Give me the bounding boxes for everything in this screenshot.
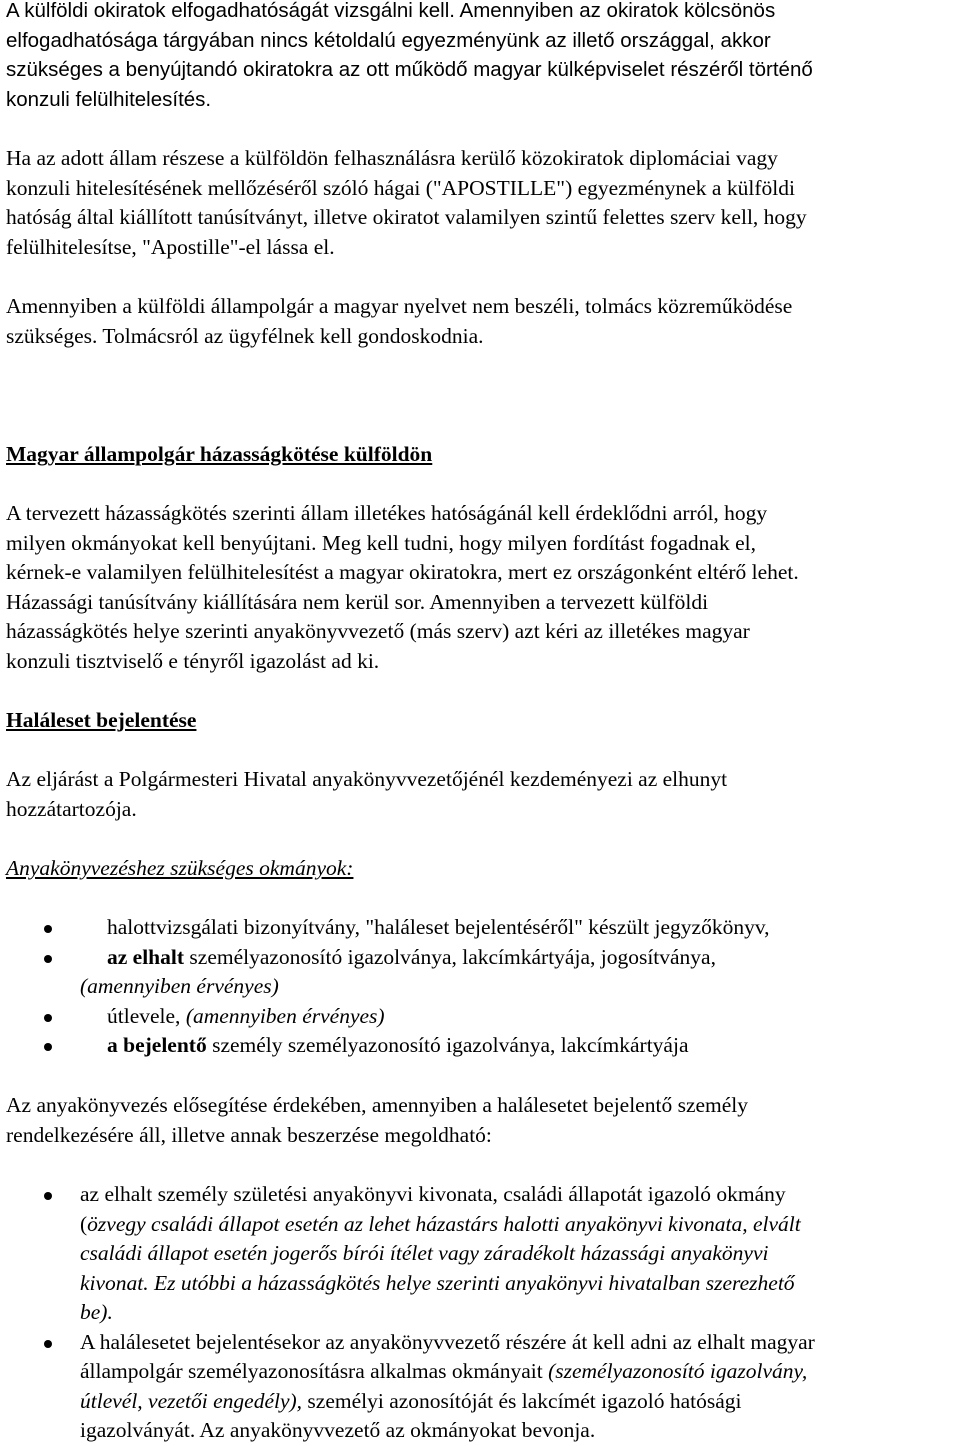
paren-text: ( xyxy=(80,1211,88,1236)
list-item xyxy=(6,1002,954,1032)
paragraph-interpreter xyxy=(6,292,954,351)
text-line: családi állapot esetén jogerős bírói ítélet vagy záradékolt házassági anyakönyvi xyxy=(80,1241,769,1265)
text-line: konzuli felülhitelesítés. xyxy=(6,87,212,111)
paragraph-marriage-abroad xyxy=(6,499,954,676)
text-line: hatóság által kiállított tanúsítványt, illetve okiratot valamilyen szintű felettes szerv kell, hogy xyxy=(6,205,807,229)
text-line: szükséges. Tolmácsról az ügyfélnek kell gondoskodnia. xyxy=(6,323,484,348)
italic-text: özvegy családi állapot esetén az lehet házastárs halotti anyakönyvi kivonata, elvált xyxy=(87,1211,801,1236)
heading-death-notification: Haláleset bejelentése xyxy=(6,708,197,732)
text-line: igazolványát. Az anyakönyvvezető az okmányokat bevonja. xyxy=(80,1418,596,1442)
heading-marriage-abroad: Magyar állampolgár házasságkötése külföldön xyxy=(6,442,433,466)
plain-text: állampolgár személyazonosításra alkalmas okmányait xyxy=(80,1359,549,1383)
bullet-icon xyxy=(44,1192,52,1200)
heading-required-documents: Anyakönyvezéshez szükséges okmányok: xyxy=(6,856,354,880)
text-line: Az eljárást a Polgármesteri Hivatal anyakönyvvezetőjénél kezdeményezi az elhunyt xyxy=(6,767,728,791)
text-line: hozzátartozója. xyxy=(6,796,137,821)
list-item-italic-text: (amennyiben érvényes) xyxy=(185,1003,385,1028)
text-line: konzuli tisztviselő e tényről igazolást ad ki. xyxy=(6,648,380,673)
text-line: A külföldi okiratok elfogadhatóságát vizsgálni kell. Amennyiben az okiratok kölcsönös xyxy=(6,0,776,22)
text-line: az elhalt személy születési anyakönyvi kivonata, családi állapotát igazoló okmány xyxy=(80,1182,786,1206)
bullet-icon xyxy=(44,1340,52,1348)
list-item xyxy=(6,943,954,973)
list-item xyxy=(6,1031,954,1061)
italic-text: útlevél, vezetői engedély), xyxy=(80,1388,303,1413)
supporting-documents-list xyxy=(6,1180,954,1446)
text-line: szükséges a benyújtandó okiratokra az ott működő magyar külképviselet részéről történő xyxy=(6,58,813,81)
list-item-italic-text: (amennyiben érvényes) xyxy=(80,974,279,998)
text-line: konzuli hitelesítésének mellőzéséről szóló hágai ("APOSTILLE") egyezménynek a külföldi xyxy=(6,175,795,200)
text-line: milyen okmányokat kell benyújtani. Meg kell tudni, hogy milyen fordítást fogadnak el, xyxy=(6,530,756,555)
list-item xyxy=(6,1180,954,1328)
required-documents-list xyxy=(6,913,954,1061)
list-item-continuation xyxy=(6,972,954,1002)
paragraph-foreign-documents xyxy=(6,0,954,114)
list-item-text: személy személyazonosító igazolványa, lakcímkártyája xyxy=(206,1033,689,1057)
text-line: kérnek-e valamilyen felülhitelesítést a magyar okiratokra, mert ez országonként eltérő lehet. xyxy=(6,560,799,584)
text-line: felülhitelesítse, "Apostille"-el lássa el. xyxy=(6,234,335,259)
text-line: rendelkezésére áll, illetve annak beszerzése megoldható: xyxy=(6,1122,492,1147)
text-line: Az anyakönyvezés elősegítése érdekében, amennyiben a halálesetet bejelentő személy xyxy=(6,1093,749,1117)
list-item-bold-text: a bejelentő xyxy=(107,1033,207,1057)
list-item xyxy=(6,1328,954,1446)
paragraph-death-procedure xyxy=(6,765,954,824)
text-line: A tervezett házasságkötés szerinti állam illetékes hatóságánál kell érdeklődni arról, hogy xyxy=(6,501,768,525)
bullet-icon xyxy=(44,1043,52,1051)
text-line: elfogadhatósága tárgyában nincs kétoldalú egyezményünk az illető országgal, akkor xyxy=(6,28,771,52)
list-item-text: halottvizsgálati bizonyítvány, "haláleset bejelentéséről" készült jegyzőkönyv, xyxy=(107,915,770,939)
italic-text: (személyazonosító igazolvány, xyxy=(548,1359,808,1383)
text-line: Ha az adott állam részese a külföldön felhasználásra kerülő közokiratok diplomáciai vagy xyxy=(6,146,778,170)
text-line: Házassági tanúsítvány kiállítására nem kerül sor. Amennyiben a tervezett külföldi xyxy=(6,589,709,614)
plain-text: személyi azonosítóját és lakcímét igazoló hatósági xyxy=(302,1388,742,1413)
bullet-icon xyxy=(44,925,52,933)
list-item-text: személyazonosító igazolványa, lakcímkártyája, jogosítványa, xyxy=(184,944,716,969)
text-line xyxy=(80,1357,954,1387)
text-line: be). xyxy=(80,1300,113,1324)
text-line xyxy=(80,1387,954,1417)
paragraph-supporting-documents xyxy=(6,1091,954,1150)
list-item-bold-text: az elhalt xyxy=(107,944,185,969)
text-line: kivonat. Ez utóbbi a házasságkötés helye szerinti anyakönyvi hivatalban szerezhető xyxy=(80,1270,795,1295)
paragraph-apostille xyxy=(6,144,954,262)
text-line: házasságkötés helye szerinti anyakönyvvezető (más szerv) azt kéri az illetékes magyar xyxy=(6,619,750,643)
bullet-icon xyxy=(44,1014,52,1022)
text-line: A halálesetet bejelentésekor az anyakönyvvezető részére át kell adni az elhalt magyar xyxy=(80,1329,815,1354)
text-line xyxy=(80,1210,954,1240)
bullet-icon xyxy=(44,955,52,963)
list-item-text: útlevele, xyxy=(107,1003,186,1028)
list-item xyxy=(6,913,954,943)
text-line: Amennyiben a külföldi állampolgár a magyar nyelvet nem beszéli, tolmács közreműködése xyxy=(6,294,793,318)
